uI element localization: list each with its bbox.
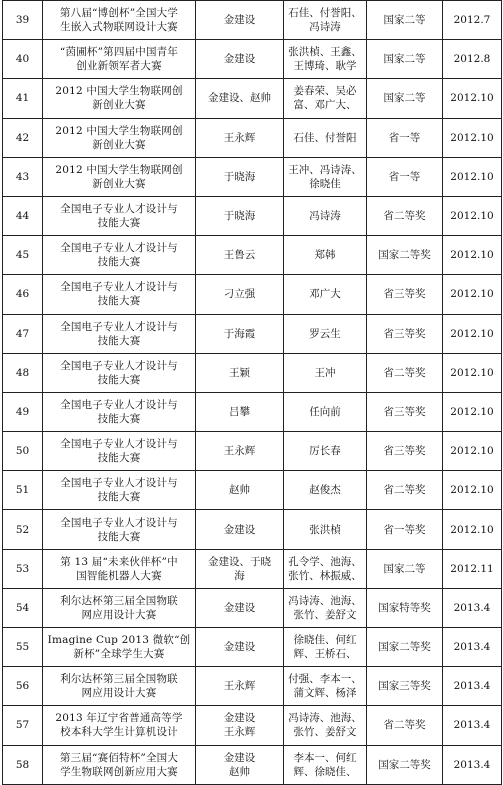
competition-name: 全国电子专业人才设计与 技能大赛 [43,471,196,510]
student-names: 赵俊杰 [284,471,367,510]
student-names: 罗云生 [284,314,367,353]
award-level: 省二等奖 [367,196,443,235]
award-date: 2013.4 [443,667,502,706]
award-date: 2013.4 [443,588,502,627]
competition-name: 全国电子专业人才设计与 技能大赛 [43,196,196,235]
table-row [3,275,502,314]
competition-name: 全国电子专业人才设计与 技能大赛 [43,432,196,471]
award-level: 国家三等奖 [367,667,443,706]
row-number: 50 [3,432,43,471]
competition-name: 全国电子专业人才设计与 技能大赛 [43,275,196,314]
row-number: 47 [3,314,43,353]
table-row [3,588,502,627]
competition-name: 2012 中国大学生物联网创 新创业大赛 [43,157,196,196]
row-number: 42 [3,118,43,157]
competition-name: 第三届“赛佰特杯”全国大 学生物联网创新应用大赛 [43,745,196,784]
advisor-name: 金建设 王永辉 [196,706,284,745]
student-names: 邓广大 [284,275,367,314]
advisor-name: 于晓海 [196,196,284,235]
student-names: 张洪楨 [284,510,367,549]
advisor-name: 王鲁云 [196,236,284,275]
row-number: 57 [3,706,43,745]
advisor-name: 刁立强 [196,275,284,314]
row-number: 45 [3,236,43,275]
award-level: 国家二等 [367,549,443,588]
advisor-name: 吕攀 [196,392,284,431]
award-level: 省一等奖 [367,510,443,549]
award-level: 省三等奖 [367,314,443,353]
table-row [3,353,502,392]
table-row [3,196,502,235]
competition-name: 2012 中国大学生物联网创 新创业大赛 [43,118,196,157]
competition-name: 全国电子专业人才设计与 技能大赛 [43,510,196,549]
row-number: 41 [3,79,43,118]
award-level: 省二等奖 [367,471,443,510]
advisor-name: 金建设、赵帅 [196,79,284,118]
row-number: 55 [3,628,43,667]
student-names: 张洪楨、王鑫、 王博琦、耿学 [284,40,367,79]
table-row [3,40,502,79]
table-row [3,628,502,667]
competition-name: “茵圃杯”第四届中国青年 创业新领军者大赛 [43,40,196,79]
award-date: 2012.10 [443,236,502,275]
student-names: 石佳、付誉阳、 冯诗涛 [284,1,367,40]
competition-name: Imagine Cup 2013 微软“创 新杯”全球学生大赛 [43,628,196,667]
advisor-name: 金建设、于晓 海 [196,549,284,588]
advisor-name: 金建设 赵帅 [196,745,284,784]
award-level: 省三等奖 [367,432,443,471]
table-row [3,432,502,471]
advisor-name: 赵帅 [196,471,284,510]
competition-name: 全国电子专业人才设计与 技能大赛 [43,353,196,392]
award-date: 2012.10 [443,392,502,431]
competition-name: 第 13 届“未来伙伴杯”中 国智能机器人大赛 [43,549,196,588]
table-row [3,510,502,549]
table-row [3,1,502,40]
table-row [3,549,502,588]
award-level: 国家二等 [367,40,443,79]
row-number: 48 [3,353,43,392]
advisor-name: 王颖 [196,353,284,392]
competition-name: 利尔达杯第三届全国物联 网应用设计大赛 [43,588,196,627]
student-names: 徐晓佳、何红 辉、王桥石、 [284,628,367,667]
award-date: 2012.10 [443,118,502,157]
award-level: 省一等 [367,157,443,196]
award-date: 2012.10 [443,314,502,353]
student-names: 冯诗涛、池海、 张竹、姜舒文 [284,588,367,627]
advisor-name: 王永辉 [196,432,284,471]
student-names: 孔令学、池海、 张竹、林振威、 [284,549,367,588]
row-number: 39 [3,1,43,40]
student-names: 石佳、付誉阳 [284,118,367,157]
award-date: 2012.10 [443,471,502,510]
competition-name: 全国电子专业人才设计与 技能大赛 [43,392,196,431]
row-number: 58 [3,745,43,784]
row-number: 46 [3,275,43,314]
table-row [3,471,502,510]
award-level: 省一等 [367,118,443,157]
row-number: 53 [3,549,43,588]
table-row [3,314,502,353]
row-number: 44 [3,196,43,235]
award-level: 省二等奖 [367,706,443,745]
row-number: 51 [3,471,43,510]
student-names: 厉长春 [284,432,367,471]
award-date: 2012.11 [443,549,502,588]
student-names: 姜春荣、吴必 富、邓广大、 [284,79,367,118]
student-names: 任向前 [284,392,367,431]
student-names: 付强、李本一、 蒲文辉、杨泽 [284,667,367,706]
student-names: 冯诗涛、池海、 张竹、姜舒文 [284,706,367,745]
row-number: 40 [3,40,43,79]
student-names: 王冲、冯诗涛、 徐晓佳 [284,157,367,196]
award-date: 2012.10 [443,79,502,118]
table-row [3,79,502,118]
award-date: 2012.10 [443,196,502,235]
table-row [3,745,502,784]
award-level: 省二等奖 [367,353,443,392]
competition-name: 利尔达杯第三届全国物联 网应用设计大赛 [43,667,196,706]
award-date: 2012.10 [443,432,502,471]
advisor-name: 金建设 [196,40,284,79]
row-number: 49 [3,392,43,431]
award-level: 国家二等奖 [367,745,443,784]
table-row [3,157,502,196]
advisor-name: 王永辉 [196,118,284,157]
advisor-name: 于晓海 [196,157,284,196]
award-date: 2012.7 [443,1,502,40]
award-level: 国家二等 [367,79,443,118]
competition-name: 2013 年辽宁省普通高等学 校本科大学生计算机设计 [43,706,196,745]
student-names: 郑韩 [284,236,367,275]
award-date: 2012.10 [443,510,502,549]
award-level: 国家二等 [367,1,443,40]
advisor-name: 金建设 [196,628,284,667]
award-date: 2013.4 [443,706,502,745]
advisor-name: 金建设 [196,510,284,549]
award-level: 国家二等奖 [367,628,443,667]
student-names: 王冲 [284,353,367,392]
advisor-name: 金建设 [196,1,284,40]
table-row [3,706,502,745]
award-date: 2012.10 [443,353,502,392]
row-number: 52 [3,510,43,549]
row-number: 54 [3,588,43,627]
student-names: 冯诗涛 [284,196,367,235]
award-date: 2012.8 [443,40,502,79]
competition-name: 全国电子专业人才设计与 技能大赛 [43,314,196,353]
competition-name: 第八届“博创杯”全国大学 生嵌入式物联网设计大赛 [43,1,196,40]
competition-name: 2012 中国大学生物联网创 新创业大赛 [43,79,196,118]
award-level: 国家二等奖 [367,236,443,275]
award-level: 省三等奖 [367,275,443,314]
table-row [3,392,502,431]
advisor-name: 于海霞 [196,314,284,353]
advisor-name: 王永辉 [196,667,284,706]
table-row [3,236,502,275]
advisor-name: 金建设 [196,588,284,627]
award-date: 2012.10 [443,275,502,314]
table-row [3,667,502,706]
award-level: 国家特等奖 [367,588,443,627]
award-level: 省三等奖 [367,392,443,431]
row-number: 56 [3,667,43,706]
table-row [3,118,502,157]
awards-table [2,0,502,785]
competition-name: 全国电子专业人才设计与 技能大赛 [43,236,196,275]
awards-table-body [3,1,502,785]
row-number: 43 [3,157,43,196]
award-date: 2012.10 [443,157,502,196]
student-names: 李本一、何红 辉、徐晓佳、 [284,745,367,784]
award-date: 2013.4 [443,628,502,667]
award-date: 2013.4 [443,745,502,784]
